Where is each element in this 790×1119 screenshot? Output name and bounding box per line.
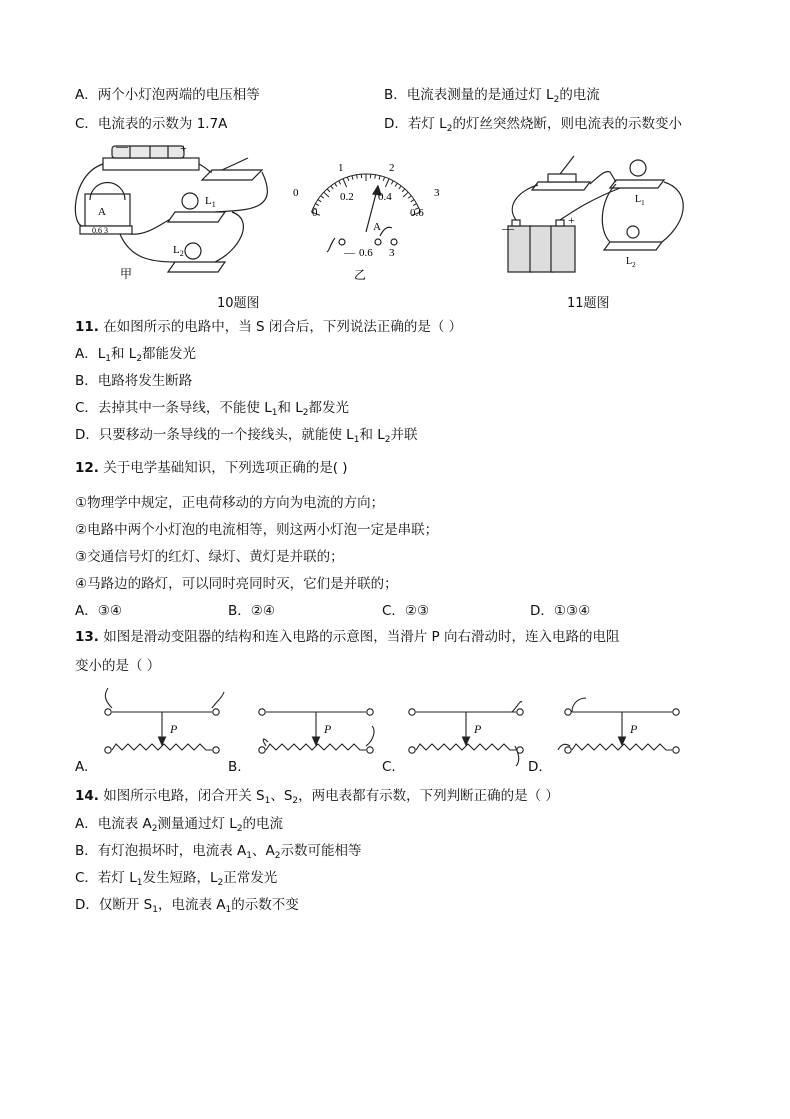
q11-option-d: D．只要移动一条导线的一个接线头，就能使 $L_1$和 $L_2$并联 (75, 427, 418, 445)
q12-option-d: D．①③④ (530, 603, 591, 619)
svg-text:0: 0 (293, 187, 299, 199)
q14-option-d: D．仅断开 $S_1$，电流表 $A_1$的示数不变 (75, 897, 299, 915)
fig-jia-label: 甲 (120, 267, 133, 281)
svg-text:L1: $L_1$ (635, 194, 645, 207)
q13-stem-line-1: 13. 如图是滑动变阻器的结构和连入电路的示意图，当滑片 P 向右滑动时，连入电路的电阻 (75, 629, 620, 645)
svg-text:—: — (344, 247, 355, 259)
svg-text:1: 1 (338, 162, 344, 174)
rheostat-d (558, 698, 679, 753)
slider-label-p: P (324, 722, 332, 736)
ammeter-terminals: 0.6 3 (92, 226, 108, 235)
svg-text:0.6: 0.6 (410, 207, 424, 219)
svg-text:0: 0 (312, 207, 318, 219)
q14-option-a: A．电流表 $A_2$测量通过灯 $L_2$的电流 (75, 816, 284, 834)
q10-option-b: B．电流表测量的是通过灯 $L_2$的电流 (384, 87, 600, 105)
rheostat-a (105, 688, 224, 753)
q14-option-c: C．若灯 $L_1$发生短路，$L_2$正常发光 (75, 870, 278, 888)
q12-item-2: ②电路中两个小灯泡的电流相等，则这两小灯泡一定是串联； (75, 522, 439, 538)
svg-text:0.2: 0.2 (340, 191, 354, 203)
q13-stem-line-2: 变小的是（ ） (75, 658, 161, 674)
q12-option-b: B．②④ (228, 603, 275, 619)
q13-label-c: C. (382, 759, 396, 775)
q11-option-a: A．$L_1$和 $L_2$都能发光 (75, 346, 197, 364)
q12-option-c: C．②③ (382, 603, 430, 619)
svg-text:0.4: 0.4 (378, 191, 392, 203)
svg-text:0.6: 0.6 (359, 247, 373, 259)
q10-figure-caption: 10题图 (217, 296, 260, 311)
q12-option-a: A．③④ (75, 603, 122, 619)
q11-option-b: B．电路将发生断路 (75, 373, 193, 389)
svg-text:—: — (116, 139, 128, 153)
q13-label-a: A. (75, 759, 89, 775)
q14-option-b: B．有灯泡损坏时，电流表 $A_1$、$A_2$示数可能相等 (75, 843, 362, 861)
svg-text:A: A (373, 221, 381, 233)
svg-text:+: + (568, 213, 575, 227)
svg-text:L2: $L_2$ (173, 244, 184, 258)
slider-label-p: P (474, 722, 482, 736)
slider-label-p: P (170, 722, 178, 736)
q10-option-c: C．电流表的示数为 1.7A (75, 116, 228, 132)
q10-option-d: D．若灯 $L_2$的灯丝突然烧断，则电流表的示数变小 (384, 116, 682, 134)
fig-yi-label: 乙 (354, 268, 367, 282)
q12-item-1: ①物理学中规定，正电荷移动的方向为电流的方向； (75, 495, 385, 511)
ammeter-letter: A (98, 206, 106, 218)
svg-text:2: 2 (389, 162, 395, 174)
svg-text:3: 3 (434, 187, 440, 199)
svg-text:+: + (180, 141, 187, 155)
q11-figure-caption: 11题图 (567, 296, 610, 311)
q10-option-a: A．两个小灯泡两端的电压相等 (75, 87, 260, 103)
slider-label-p: P (630, 722, 638, 736)
rheostat-b (259, 709, 374, 753)
q14-stem: 14. 如图所示电路，闭合开关 $S_1$、$S_2$，两电表都有示数，下列判断正确的是（ ） (75, 788, 559, 806)
q12-item-4: ④马路边的路灯，可以同时亮同时灭，它们是并联的； (75, 576, 398, 592)
q12-stem: 12. 关于电学基础知识，下列选项正确的是( ) (75, 460, 348, 476)
svg-text:3: 3 (389, 247, 395, 259)
q11-stem: 11. 在如图所示的电路中，当 S 闭合后，下列说法正确的是（ ） (75, 319, 463, 335)
rheostat-c (409, 702, 523, 766)
svg-text:—: — (502, 221, 514, 235)
svg-text:L1: $L_1$ (205, 195, 216, 209)
svg-text:L2: $L_2$ (626, 256, 636, 269)
q12-item-3: ③交通信号灯的红灯、绿灯、黄灯是并联的； (75, 549, 344, 565)
q13-label-d: D. (528, 759, 543, 775)
q11-option-c: C．去掉其中一条导线，不能使 $L_1$和 $L_2$都发光 (75, 400, 350, 418)
q13-label-b: B. (228, 759, 242, 775)
